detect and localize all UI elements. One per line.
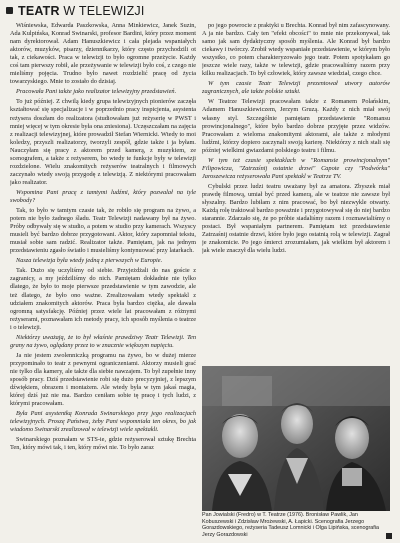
article-title xyxy=(18,4,145,18)
right-paragraph: W tym czasie Teatr Telewizji prezentował utwory autorów zagranicznych, ale także polskie sztuki. xyxy=(202,80,390,96)
title-bold: TEATR xyxy=(18,4,60,18)
left-paragraph: Wiśniewska, Edwarda Paszkowska, Anna Minkiewicz, Janek Suzin, Ada Kulpińska, Konrad Swinarski, profesor Bardini, który przez moment nam dyrektorował. Adam Hanuszkiewicz i cała plejada wspaniałych aktorów, muzyków, pisarzy, dziennikarzy, który często przychodzili ot tak, z ciekawości. Praca w telewizji to było ogromne przeżycie. Każdy coś tam pierwszy robił, ale przeżywanie w telewizji było coś, z czego nie mieliśmy pojęcia. Trudno było nawet rozdzielić pracę od życia towarzyskiego. Mnie to zostało do dzisiaj. xyxy=(10,22,196,86)
section-marker-icon xyxy=(6,7,13,14)
article-header xyxy=(6,4,394,24)
stage-photo xyxy=(202,366,390,511)
article-page xyxy=(6,4,394,539)
left-paragraph: Ja nie jestem zwolenniczką programu na żywo, bo w dużej mierze przypominało to teatr z pewnymi ograniczeniami. Aktorzy musieli grać nie tylko dla kamery, ale także dla siebie nawzajem. To był zupełnie inny sposób pracy. Dziś przedstawienie robi się dużo precyzyjniej, z lepszym dźwiękiem, obrazem i montażem. Ale wtedy była w tym jakaś magia, której dziś już nie ma. Bardzo ceniłam sobie tę pracę i tych ludzi, z którymi pracowałam. xyxy=(10,351,196,408)
left-paragraph: To już później. Z chwilą kiedy grupa telewizyjnych pionierów zaczęła kształtować się specjalizacje i w poprzednio pracy inspicjenta, asystenta reżysera doszłam do realizatora (studiowałam już reżyserię w PWST i mniej więcej w tym okresie była ona zniesiona). Uczęszczałam na zajęcia z realizacji telewizyjnej, które prowadził Stefan Wiernicki. Wtedy to moi koledzy, przyszli realizatorzy, tworzyli zespół, gdzie także i ja byłam. Nauczyłam się pracy z aktorem przed kamerą, z muzykiem, ze scenografem, a także z reżyserem, bo wtedy te funkcje były w telewizji rozdzielone. Wielu znakomitych reżyserów teatralnych i filmowych zaczynało wtedy swoją przygodę z telewizją. Z niektórymi pracowałam jako realizator. xyxy=(10,98,196,186)
left-text-column xyxy=(10,22,196,539)
left-paragraph: Była Pani asystentką Konrada Swinarskiego przy jego realizacjach telewizyjnych. Proszę Państwa, żeby Pani wspomniała ten okres, bo jak wiadomo Swinarski zrealizował w telewizji wiele spektakli. xyxy=(10,410,196,434)
left-paragraph: Nasza telewizja była wtedy jedną z pierwszych w Europie. xyxy=(16,257,163,265)
left-paragraph: Pracowała Pani także jako realizator telewizyjny przedstawień. xyxy=(16,88,177,96)
left-paragraph: Tak, to było w tamtym czasie tak, że robiło się program na żywo, a potem nie było żadnego śladu. Teatr Telewizji nadawany był na żywo. Próby odbywały się w studio, a potem w studio przy kamerach. Wszyscy musieli być bardzo dobrze przygotowani. Aktor, który zapomniał tekstu, musiał sobie sam radzić. Realizator także. Pamiętam, jak na jednym przedstawieniu zgasło światło i musieliśmy kontynuować przy latarkach. xyxy=(10,207,196,255)
left-paragraph: Wspomina Pani pracę z tamtymi ludźmi, który pozwalał na tyle swobody? xyxy=(10,188,196,204)
end-marker-icon xyxy=(386,533,392,539)
right-paragraph: Cybulski przez ludzi teatru uważany był za amatora. Zbyszek miał prawdę filmową, umiał być przed kamerą, ale w teatrze nie zawsze był słyszalny. Bardzo lubiłam z nim pracować, bo był niezwykle otwarty. Każdą rolę traktował bardzo poważnie i przygotowywał się do niej bardzo starannie. Zdarzało się, że po próbie siadaliśmy razem i rozmawialiśmy o postaci. Był wspaniałym partnerem. Pamiętam też przedstawienie Zatrzaśnij ostatnie drzwi, które było jego ostatnią rolą w telewizji. Zagrał je znakomicie. Po jego śmierci zrozumiałam, jak wielkim był aktorem i jak wiele znaczył dla wielu ludzi. xyxy=(202,182,390,255)
right-paragraph: W tym też czasie spektaklach w "Romansie prowincjonalnym" Filipowicza, "Zatrzaśnij ostatnie drzwi" Capote czy "Podwórku" Jaroszewicza reżyserowała Pani spektakl w Teatrze TV. xyxy=(202,156,390,180)
right-text-column xyxy=(202,22,390,362)
photo-image xyxy=(202,366,390,511)
left-paragraph: Tak. Dużo się uczyliśmy od siebie. Przyjeżdżali do nas goście z zagranicy, a my jeździliśmy do nich. Pamiętam dokładnie nie tylko dlatego, że było to moje pierwsze przedstawienie w tym zawodzie, ale też dlatego, że było ono ważne. Zrealizowałam wtedy spektakl z udziałem znakomitych aktorów. Praca była bardzo ciężka, ale dawała ogromną satysfakcję. Później przez wiele lat pracowałam z różnymi reżyserami, poznawałam ich metody pracy, ich sposób myślenia o teatrze i o telewizji. xyxy=(10,267,196,331)
left-paragraph: Niektórzy uważają, że to był właśnie prawdziwy Teatr Telewizji. Ten grany na żywo, oglądany przez to w znacznie większym napięciu. xyxy=(10,333,196,349)
title-rest: W TELEWIZJI xyxy=(59,4,145,18)
left-paragraph: Swinarskiego poznałam w STS-ie, gdzie reżyserował sztukę Brechta Ten, który mówi tak, i ten, który mówi nie. To było zaraz xyxy=(10,436,196,452)
photo-caption: Pan Jowialski (Fredro) w T. Teatrze (1976). Bronisław Pawlik, Jan Kobuszewski i Zdzisław Mrożewski, A. Łapicki. Scenografia Jerzego Gorazdowskiego, reżyseria Tadeusz Lomnicki i Olga Lipińska, scenografia Jerzy Gorazdowski xyxy=(202,512,379,538)
right-paragraph: W Teatrze Telewizji pracowałam także z Romanem Polańskim, Adamem Hanuszkiewiczem, Jerzym Gruzą. Każdy z nich miał swój własny styl. Szczególnie pamiętam przedstawienie "Romansu prowincjonalnego", które było bardzo dobrze przyjęte przez widzów. Pracowałam z wieloma znakomitymi aktorami, ale także z młodymi ludźmi, którzy dopiero zaczynali swoją karierę. Niektórzy z nich stali się później wielkimi gwiazdami polskiego teatru i filmu. xyxy=(202,98,390,154)
right-paragraph: po jego powrocie z praktyki u Brechta. Konrad był nim zafascynowany. A ja nie bardzo. Cały ten "efekt obcości" to mnie nie przekonywał, tak samo jak sam dydaktyczny sposób myślenia. Ale Konrad był bardzo ciekawy i twórczy. Zrobił wtedy wspaniałe przedstawienie, w którym było wszystko, co potem charakteryzowało jego teatr. Potem spotykałam go jeszcze wiele razy, także w telewizji, gdzie pracowaliśmy razem przy kilku realizacjach. To był człowiek, który zawsze wiedział, czego chce. xyxy=(202,22,390,78)
